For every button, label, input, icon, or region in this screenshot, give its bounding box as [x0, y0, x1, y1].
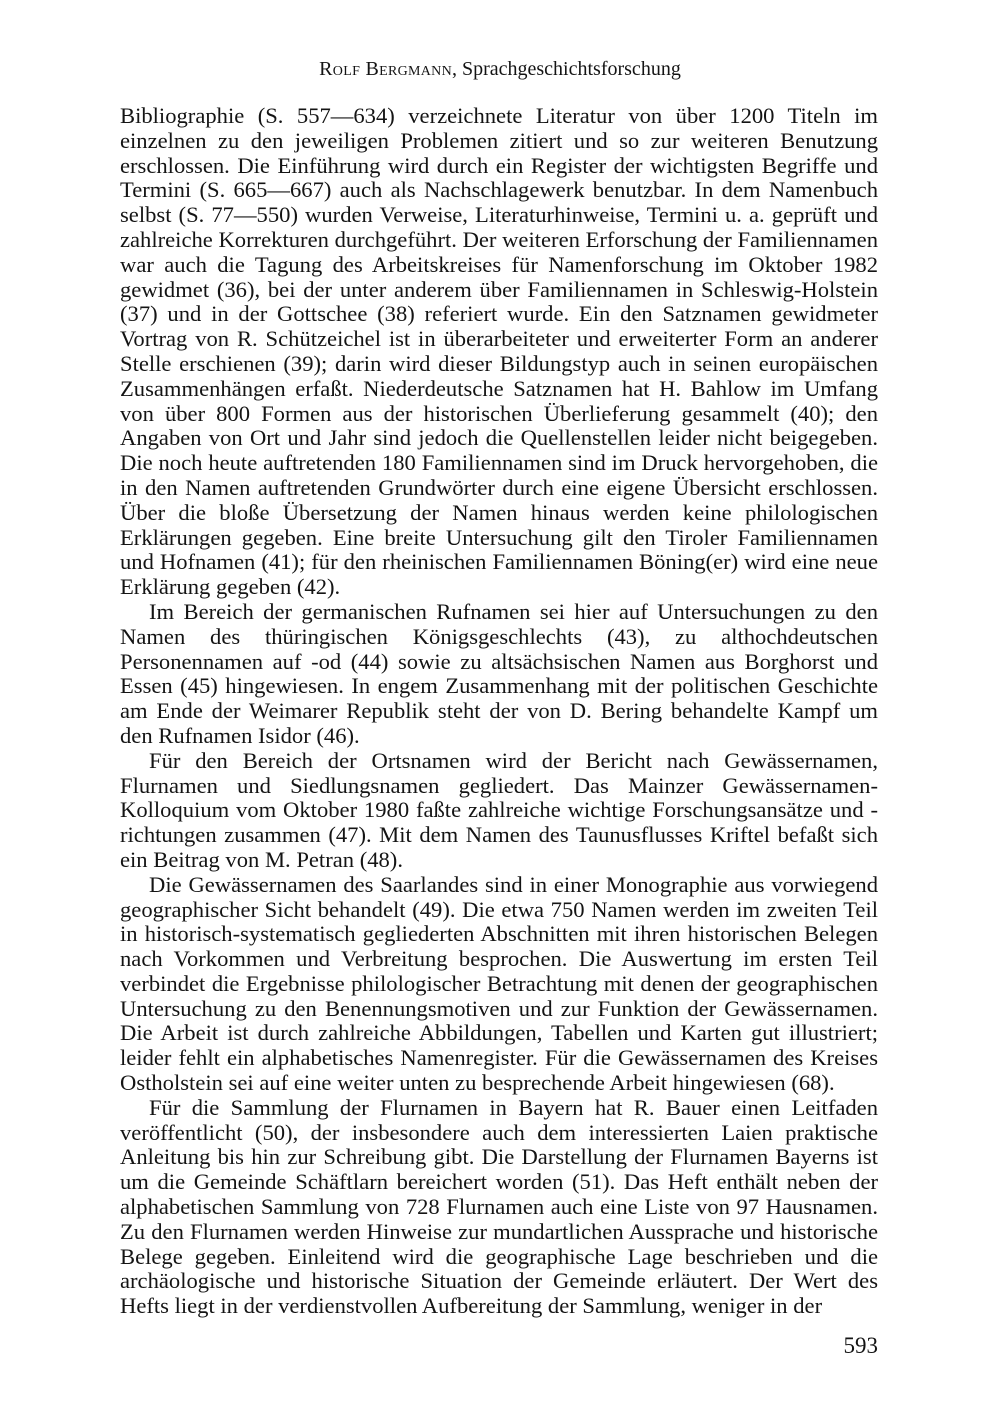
- header-title: Sprachgeschichtsforschung: [461, 58, 681, 80]
- paragraph-5: Für die Sammlung der Flurnamen in Bayern hat R. Bauer einen Leitfaden veröffentlicht (50), der insbesondere auch dem interessierten Laien praktische Anleitung bis hin zur Schreibung gibt. Die Darstellung der Flurnamen Bayerns ist um die Gemeinde Schäftlarn bereichert worden (51). Das Heft enthält neben der alphabetischen Sammlung von 728 Flurnamen auch eine Liste von 97 Hausnamen. Zu den Flurnamen werden Hinweise zur mundartlichen Aussprache und historische Belege gegeben. Einleitend wird die geographische Lage beschrieben und die archäologische und historische Situation der Gemeinde erläutert. Der Wert des Hefts liegt in der verdienstvollen Aufbereitung der Sammlung, weniger in der: [120, 1094, 878, 1319]
- header-separator: ,: [451, 58, 462, 80]
- paragraph-4: Die Gewässernamen des Saarlandes sind in einer Monographie aus vorwiegend geographischer Sicht behandelt (49). Die etwa 750 Namen werden im zweiten Teil in historisch-systematisch gegliederten Abschnitten mit ihren historischen Belegen nach Vorkommen und Verbreitung besprochen. Die Auswertung im ersten Teil verbindet die Ergebnisse philologischer Betrachtung mit denen der geographischen Untersuchung zu den Benennungsmotiven und zur Funktion der Gewässernamen. Die Arbeit ist durch zahlreiche Abbildungen, Tabellen und Karten gut illustriert; leider fehlt ein alphabetisches Namenregister. Für die Gewässernamen des Kreises Ostholstein sei auf eine weiter unten zu besprechende Arbeit hingewiesen (68).: [120, 871, 878, 1096]
- paragraph-1: Bibliographie (S. 557—634) verzeichnete Literatur von über 1200 Titeln im einzelnen zu den jeweiligen Problemen zitiert und so zur weiteren Benutzung erschlossen. Die Einführung wird durch ein Register der wichtigsten Begriffe und Termini (S. 665—667) auch als Nachschlagewerk benutzbar. In dem Namenbuch selbst (S. 77—550) wurden Verweise, Literaturhinweise, Termini u. a. geprüft und zahlreiche Korrekturen durchgeführt. Der weiteren Erforschung der Familiennamen war auch die Tagung des Arbeitskreises für Namenforschung im Oktober 1982 gewidmet (36), bei der unter anderem über Familiennamen in Schleswig-Holstein (37) und in der Gottschee (38) referiert wurde. Ein den Satznamen gewidmeter Vortrag von R. Schützeichel ist in überarbeiteter und erweiterter Form an anderer Stelle erschienen (39); darin wird dieser Bildungstyp auch in seinen europäischen Zusammenhängen erfaßt. Niederdeutsche Satznamen hat H. Bahlow im Umfang von über 800 Formen aus der historischen Überlieferung gesammelt (40); den Angaben von Ort und Jahr sind jedoch die Quellenstellen leider nicht beigegeben. Die noch heute auftretenden 180 Familiennamen sind im Druck hervorgehoben, die in den Namen auftretenden Grundwörter durch eine eigene Übersicht erschlossen. Über die bloße Übersetzung der Namen hinaus werden keine philologischen Erklärungen gegeben. Eine breite Untersuchung gilt den Tiroler Familiennamen und Hofnamen (41); für den rheinischen Familiennamen Böning(er) wird eine neue Erklärung gegeben (42).: [120, 103, 878, 600]
- header-author: Rolf Bergmann: [319, 58, 452, 80]
- page-number: 593: [843, 1333, 878, 1358]
- paragraph-3: Für den Bereich der Ortsnamen wird der Bericht nach Gewässernamen, Flurnamen und Siedlungsnamen gegliedert. Das Mainzer Gewässernamen-Kolloquium vom Oktober 1980 faßte zahlreiche wichtige Forschungsansätze und -richtungen zusammen (47). Mit dem Namen des Taunusflusses Kriftel befaßt sich ein Beitrag von M. Petran (48).: [120, 747, 878, 872]
- paragraph-2: Im Bereich der germanischen Rufnamen sei hier auf Untersuchungen zu den Namen des thüringischen Königsgeschlechts (43), zu althochdeutschen Personennamen auf -od (44) sowie zu altsächsischen Namen aus Borghorst und Essen (45) hingewiesen. In engem Zusammenhang mit der politischen Geschichte am Ende der Weimarer Republik steht der von D. Bering behandelte Kampf um den Rufnamen Isidor (46).: [120, 598, 878, 748]
- body-text: [120, 104, 878, 1319]
- running-header: [0, 56, 1000, 82]
